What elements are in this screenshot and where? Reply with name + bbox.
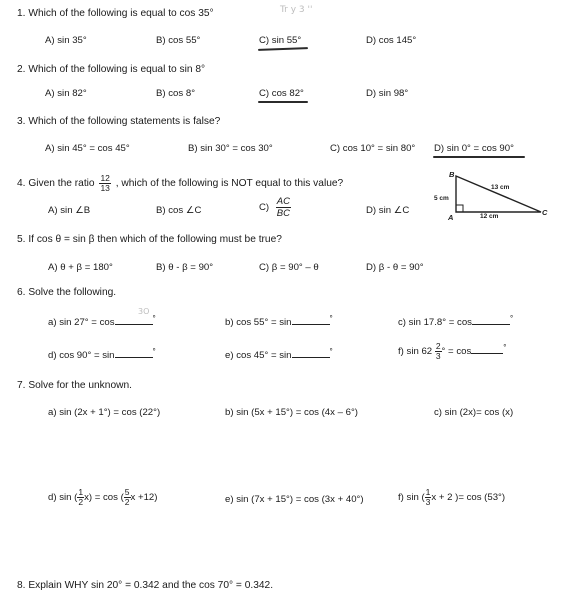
answer-blank[interactable] [292, 348, 330, 358]
question-7-part-d [48, 488, 157, 507]
question-1-option-c[interactable]: C) sin 55° [259, 35, 302, 46]
question-1-option-a[interactable]: A) sin 35° [45, 35, 87, 46]
question-4-option-d[interactable]: D) sin ∠C [366, 205, 410, 216]
question-3-option-d[interactable]: D) sin 0° = cos 90° [434, 143, 514, 154]
triangle-shape [456, 176, 541, 212]
hand-underline [258, 101, 308, 103]
question-7-prompt: 7. Solve for the unknown. [17, 380, 132, 391]
fraction-numerator: 1 [425, 487, 431, 497]
hand-underline [258, 47, 308, 51]
question-4-prompt [17, 174, 343, 193]
right-angle-marker [456, 205, 463, 212]
vertex-c-label: C [542, 208, 548, 217]
part-f-text: f) sin ( [398, 492, 425, 504]
question-6-prompt: 6. Solve the following. [17, 287, 117, 298]
question-2-option-d[interactable]: D) sin 98° [366, 88, 409, 99]
part-a-text: a) sin 27° = cos [48, 317, 115, 329]
fraction-numerator: 1 [78, 487, 84, 497]
vertex-b-label: B [449, 170, 455, 179]
part-d-text-mid: x) = cos ( [84, 492, 124, 504]
question-4-prompt-start: 4. Given the ratio [17, 178, 95, 190]
question-6-part-e [225, 347, 333, 361]
option-c-numerator: AC [276, 196, 290, 207]
question-3-option-c[interactable]: C) cos 10° = sin 80° [330, 143, 416, 154]
fraction-denominator: 2 [124, 497, 130, 507]
question-4-option-b[interactable]: B) cos ∠C [156, 205, 202, 216]
part-c-text: c) sin 17.8° = cos [398, 317, 472, 329]
vertex-a-label: A [448, 213, 454, 222]
answer-blank[interactable] [471, 344, 503, 354]
part-f-text: f) sin 62 [398, 346, 433, 358]
question-2-option-b[interactable]: B) cos 8° [156, 88, 196, 99]
question-6-part-a [48, 314, 156, 328]
side-ab-label: 5 cm [434, 195, 449, 202]
part-e-text: e) cos 45° = sin [225, 350, 292, 362]
part-f-text-end: x + 2 )= cos (53°) [431, 492, 506, 504]
handwritten-note: Tr y 3 '' [280, 5, 313, 15]
question-5-option-d[interactable]: D) β - θ = 90° [366, 262, 424, 273]
question-5-option-a[interactable]: A) θ + β = 180° [48, 262, 113, 273]
answer-blank[interactable] [292, 315, 330, 325]
question-7-part-c: c) sin (2x)= cos (x) [434, 407, 514, 418]
degree-symbol: ° [329, 314, 333, 323]
question-5-prompt: 5. If cos θ = sin β then which of the following must be true? [17, 234, 282, 245]
question-7-part-e: e) sin (7x + 15°) = cos (3x + 40°) [225, 494, 364, 505]
degree-symbol: ° [509, 314, 514, 323]
degree-symbol: ° [152, 314, 156, 323]
question-2-option-a[interactable]: A) sin 82° [45, 88, 87, 99]
option-c-denominator: BC [276, 208, 290, 219]
question-1-option-b[interactable]: B) cos 55° [156, 35, 201, 46]
degree-symbol: ° [152, 347, 156, 356]
side-ac-label: 12 cm [480, 213, 499, 220]
question-6-part-b [225, 314, 333, 328]
question-4-prompt-end: , which of the following is NOT equal to this value? [115, 178, 344, 190]
question-8-prompt: 8. Explain WHY sin 20° = 0.342 and the cos 70° = 0.342. [17, 580, 274, 591]
question-4-option-c[interactable] [259, 196, 291, 219]
fraction-numerator: 2 [435, 341, 441, 351]
question-4-option-a[interactable]: A) sin ∠B [48, 205, 91, 216]
question-5-option-c[interactable]: C) β = 90° – θ [259, 262, 319, 273]
question-3-option-b[interactable]: B) sin 30° = cos 30° [188, 143, 273, 154]
fraction-numerator: 5 [124, 487, 130, 497]
answer-blank[interactable] [472, 315, 510, 325]
part-b-text: b) cos 55° = sin [225, 317, 292, 329]
answer-blank[interactable] [115, 348, 153, 358]
question-2-prompt: 2. Which of the following is equal to sin 8° [17, 64, 206, 75]
question-3-prompt: 3. Which of the following statements is false? [17, 116, 221, 127]
option-c-fraction [276, 196, 291, 219]
question-1-option-d[interactable]: D) cos 145° [366, 35, 417, 46]
option-c-label: C) [259, 202, 270, 213]
question-7-part-f [398, 488, 505, 507]
fraction-denominator: 3 [435, 351, 441, 361]
answer-blank[interactable] [115, 315, 153, 325]
fraction-denominator: 2 [78, 497, 84, 507]
part-d-text: d) cos 90° = sin [48, 350, 115, 362]
question-6-part-f [398, 342, 506, 361]
ratio-numerator: 12 [100, 173, 110, 183]
degree-symbol: ° [503, 342, 507, 352]
ratio-denominator: 13 [100, 183, 110, 193]
part-d-text: d) sin ( [48, 492, 78, 504]
fraction-denominator: 3 [425, 497, 431, 507]
question-5-option-b[interactable]: B) θ - β = 90° [156, 262, 214, 273]
question-7-part-a: a) sin (2x + 1°) = cos (22°) [48, 407, 161, 418]
question-2-option-c[interactable]: C) cos 82° [259, 88, 304, 99]
ratio-fraction [99, 174, 110, 193]
part-d-fraction-2 [124, 488, 131, 507]
question-6-part-c [398, 314, 513, 328]
degree-symbol: ° [329, 347, 333, 356]
part-f-text-end: ° = cos [441, 346, 472, 358]
question-6-part-d [48, 347, 156, 361]
question-3-option-a[interactable]: A) sin 45° = cos 45° [45, 143, 130, 154]
side-bc-label: 13 cm [491, 184, 510, 191]
part-d-text-end: x +12) [130, 492, 158, 504]
question-7-part-b: b) sin (5x + 15°) = cos (4x – 6°) [225, 407, 358, 418]
question-1-prompt: 1. Which of the following is equal to cos 35° [17, 8, 214, 19]
part-f-fraction [435, 342, 442, 361]
handwritten-note: 3O [138, 307, 150, 316]
hand-underline [433, 156, 525, 158]
